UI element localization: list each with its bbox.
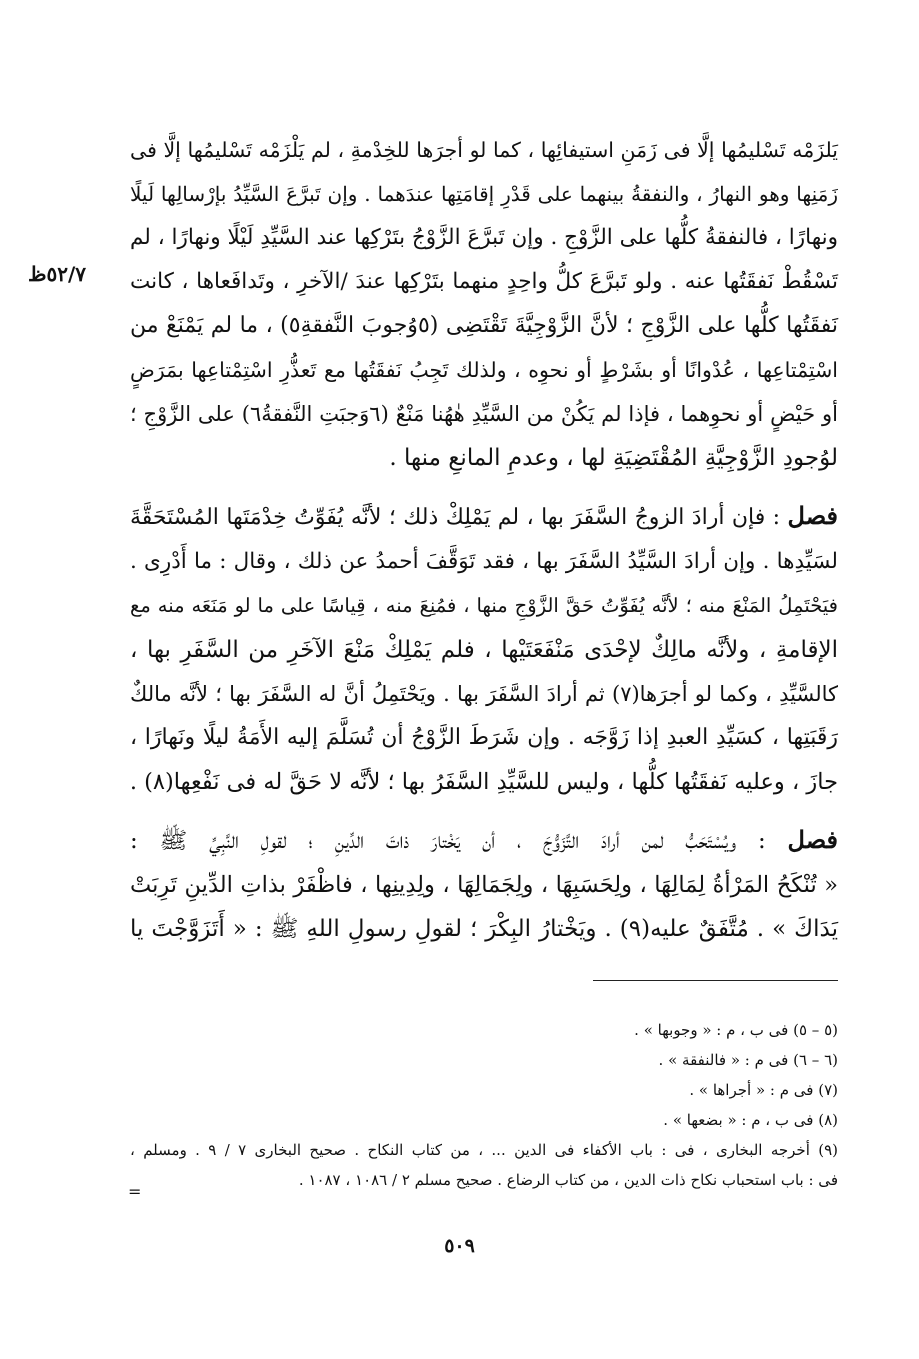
main-text	[130, 128, 838, 951]
footnote-separator	[593, 980, 838, 981]
page-number: ٥٠٩	[444, 1235, 475, 1257]
section-heading: فصل	[787, 825, 839, 854]
manuscript-folio-note: ٥٢/٧ظ	[28, 262, 87, 286]
text-line: الإقامةِ ، ولأنَّه مالِكٌ لإحْدَى مَنْفَعَتَيْها ، فلم يَمْلِكْ مَنْعَ الآخَرِ من السَّفَرِ بها ،	[130, 637, 838, 663]
text-line: فصل : ويُسْتَحَبُّ لمن أرادَ التَّزَوُّجَ ، أن يَخْتارَ ذاتَ الدِّينِ ؛ لقولِ النَّبِيِّ ﷺ :	[130, 825, 839, 854]
text-line: اسْتِمْتاعِها ، عُدْوانًا أو بشَرْطٍ أو نحوِه ، ولذلك تَجِبُ نَفقَتُها مع تَعذُّرِ اسْتِمْتاعِها بمَرَضٍ	[130, 358, 838, 382]
footnotes	[130, 1015, 838, 1195]
footnote: (٥ – ٥) فى ب ، م : « وجوبها » .	[634, 1021, 838, 1039]
text-line: رَقَبَتِها ، كسَيِّدِ العبدِ إذا زَوَّجَه . وإن شَرَطَ الزَّوْجُ أن تُسَلَّمَ إليه الأَمَةُ ليلًا ونَهارًا ،	[130, 725, 838, 750]
paragraph	[130, 818, 838, 951]
continuation-mark: =	[128, 1182, 142, 1201]
text-line: فصل : فإن أرادَ الزوجُ السَّفَرَ بها ، لم يَمْلِكْ ذلك ؛ لأنَّه يُفَوِّتُ خِدْمَتَها المُسْتَحَقَّةَ	[130, 501, 838, 530]
text-line: « تُنْكَحُ المَرْأةُ لِمَالِهَا ، ولِحَسَبِهَا ، ولِجَمَالِهَا ، ولِدِينِها ، فاظْفَرْ بذاتِ الدِّينِ تَرِبَتْ	[130, 872, 838, 898]
text-line: ونهارًا ، فالنفقةُ كلُّها على الزَّوْجِ . وإن تَبرَّعَ الزَّوْجُ بتَرْكِها عند السَّيِّدِ لَيْلًا ونهارًا ، لم	[130, 225, 838, 250]
text-line: فيَحْتَمِلُ المَنْعَ منه ؛ لأنَّه يُفَوِّتُ حَقَّ الزَّوْجِ منها ، فمُنِعَ منه ، قِياسًا على ما لو مَنَعَه منه مع	[130, 594, 838, 617]
section-heading: فصل	[787, 501, 838, 530]
paragraph	[130, 128, 838, 480]
paragraph	[130, 494, 838, 804]
text-line: زَمَنِها وهو النهارُ ، والنفقةُ بينهما على قَدْرِ إقامَتِها عندَهما . وإن تَبرَّعَ السَّيِّدُ بإرْسالِها لَيلًا	[130, 182, 838, 206]
footnote: (٨) فى ب ، م : « بضعها » .	[663, 1111, 838, 1129]
text-line: كالسَّيِّدِ ، وكما لو أجرَها(٧) ثم أرادَ السَّفَرَ بها . ويَحْتَمِلُ أنَّ له السَّفَرَ بها ؛ لأنَّه مالكٌ	[130, 682, 838, 706]
footnote: (٩) أخرجه البخارى ، فى : باب الأكفاء فى الدين ... ، من كتاب النكاح . صحيح البخارى ٧ / ٩ . ومسلم ،	[130, 1141, 838, 1159]
text-line: تَسْقُطْ نَفقَتُها عنه . ولو تَبرَّعَ كلُّ واحِدٍ منهما بتَرْكِها عندَ /الآخرِ ، وتَدافَعاها ، كانت	[130, 269, 838, 294]
text-line: جازَ ، وعليه نَفقَتُها كلُّها ، وليس للسَّيِّدِ السَّفَرُ بها ؛ لأنَّه لا حَقَّ له فى نَفْعِها(٨) .	[129, 769, 838, 795]
footnote: (٦ – ٦) فى م : « فالنفقة » .	[658, 1051, 838, 1069]
text-line: يَلزَمْه تَسْليمُها إلَّا فى زَمَنِ استيفائِها ، كما لو أجرَها للخِدْمةِ ، لم يَلْزَمْه تَسْليمُها إلَّا فى	[130, 138, 838, 162]
text-line: لوُجودِ الزَّوْجِيَّةِ المُقْتَضِيَةِ لها ، وعدمِ المانعِ منها .	[389, 445, 838, 471]
footnote: فى : باب استحباب نكاح ذات الدين ، من كتاب الرضاع . صحيح مسلم ٢ / ١٠٨٦ ، ١٠٨٧ .	[298, 1171, 838, 1189]
text-line: يَدَاكَ » . مُتَّفَقٌ عليه(٩) . ويَخْتارُ البِكْرَ ؛ لقولِ رسولِ اللهِ ﷺ : « أَتَزَوَّجْتَ يا	[130, 916, 838, 942]
footnote: (٧) فى م : « أجراها » .	[689, 1081, 838, 1099]
text-line: أو حَيْضٍ أو نحوِهما ، فإذا لم يَكُنْ من السَّيِّدِ هٰهُنا مَنْعٌ (٦وَجبَتِ النَّفقةُ٦) على الزَّوْجِ ؛	[130, 402, 838, 426]
text-line: لسَيِّدِها . وإن أرادَ السَّيِّدُ السَّفَرَ بها ، فقد تَوَقَّفَ أحمدُ عن ذلك ، وقال : ما أَدْرِى .	[130, 549, 838, 574]
text-line: نَفقَتُها كلُّها على الزَّوْجِ ؛ لأنَّ الزَّوْجِيَّةَ تَقْتَضِى (٥وُجوبَ النَّفقةِ٥) ، ما لم يَمْنَعْ من	[130, 313, 839, 338]
